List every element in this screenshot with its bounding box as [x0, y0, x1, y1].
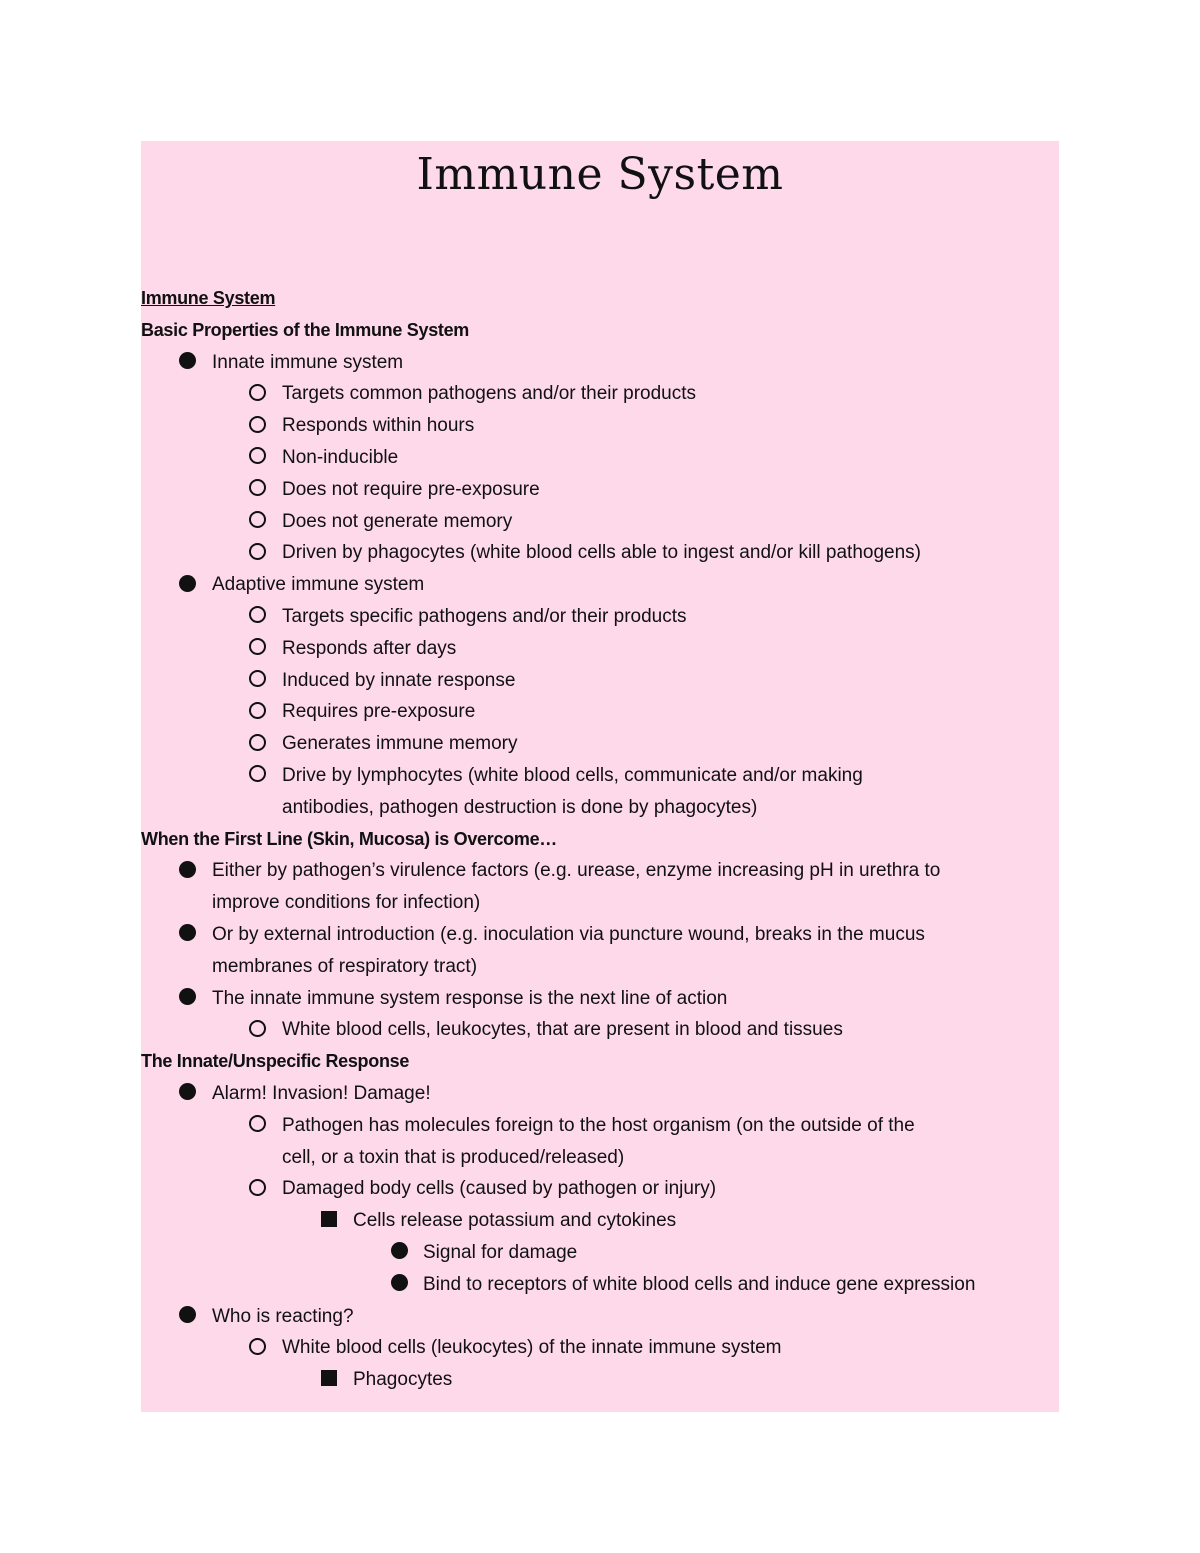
list-item-text: Drive by lymphocytes (white blood cells, communicate and/or making	[282, 764, 863, 786]
hollow-circle-bullet-icon	[249, 696, 266, 728]
list-item	[141, 1078, 1059, 1110]
list-item-continuation	[141, 792, 1059, 824]
list-item-text: White blood cells, leukocytes, that are present in blood and tissues	[282, 1019, 843, 1041]
hollow-circle-bullet-icon	[249, 633, 266, 665]
list-item-text: Non-inducible	[282, 446, 399, 468]
filled-square-bullet-icon	[321, 1364, 337, 1396]
list-item-text: White blood cells (leukocytes) of the innate immune system	[282, 1337, 782, 1359]
list-item-text: Generates immune memory	[282, 733, 518, 755]
list-item-text: Driven by phagocytes (white blood cells able to ingest and/or kill pathogens)	[282, 542, 921, 564]
filled-square-bullet-icon	[321, 1205, 337, 1237]
document-title: Immune System	[416, 149, 784, 200]
list-item-text: Signal for damage	[423, 1241, 578, 1263]
list-item	[141, 601, 1059, 633]
filled-circle-bullet-icon	[179, 919, 196, 951]
list-item-text: Who is reacting?	[212, 1305, 354, 1327]
list-item-text: Phagocytes	[353, 1369, 453, 1391]
list-item	[141, 728, 1059, 760]
list-item	[141, 1364, 1059, 1396]
list-item-text: cell, or a toxin that is produced/released)	[282, 1146, 625, 1168]
filled-circle-bullet-icon	[179, 347, 196, 379]
list-item-text: Innate immune system	[212, 351, 404, 373]
list-item	[141, 378, 1059, 410]
list-item	[141, 1237, 1059, 1269]
first-line-heading: When the First Line (Skin, Mucosa) is Overcome…	[141, 828, 557, 849]
list-item-text: membranes of respiratory tract)	[212, 955, 478, 977]
list-item	[141, 506, 1059, 538]
list-item	[141, 1173, 1059, 1205]
list-item	[141, 537, 1059, 569]
list-item	[141, 665, 1059, 697]
list-item	[141, 633, 1059, 665]
hollow-circle-bullet-icon	[249, 410, 266, 442]
list-item	[141, 1110, 1059, 1142]
list-item-text: Requires pre-exposure	[282, 701, 476, 723]
list-item	[141, 442, 1059, 474]
section-heading: Immune System	[141, 288, 276, 308]
hollow-circle-bullet-icon	[249, 601, 266, 633]
list-item	[141, 696, 1059, 728]
filled-circle-bullet-icon	[179, 855, 196, 887]
filled-circle-bullet-icon	[179, 1301, 196, 1333]
list-item-text: Alarm! Invasion! Damage!	[212, 1082, 431, 1104]
list-item	[141, 983, 1059, 1015]
filled-circle-bullet-icon	[391, 1237, 408, 1269]
list-item-text: The innate immune system response is the next line of action	[212, 987, 728, 1009]
hollow-circle-bullet-icon	[249, 1332, 266, 1364]
filled-circle-bullet-icon	[179, 983, 196, 1015]
list-item-text: Or by external introduction (e.g. inoculation via puncture wound, breaks in the mucus	[212, 923, 925, 945]
hollow-circle-bullet-icon	[249, 665, 266, 697]
list-item-text: Does not require pre-exposure	[282, 478, 540, 500]
list-item-text: Targets specific pathogens and/or their products	[282, 605, 687, 627]
list-item-continuation	[141, 887, 1059, 919]
hollow-circle-bullet-icon	[249, 728, 266, 760]
list-item	[141, 1014, 1059, 1046]
list-item	[141, 569, 1059, 601]
list-item-text: Targets common pathogens and/or their products	[282, 383, 697, 405]
hollow-circle-bullet-icon	[249, 474, 266, 506]
list-item	[141, 855, 1059, 887]
document-body	[141, 283, 1059, 1396]
hollow-circle-bullet-icon	[249, 1014, 266, 1046]
list-item	[141, 1301, 1059, 1333]
hollow-circle-bullet-icon	[249, 378, 266, 410]
list-item-text: Responds within hours	[282, 415, 475, 437]
list-item-text: Does not generate memory	[282, 510, 513, 532]
list-item-text: Cells release potassium and cytokines	[353, 1210, 677, 1232]
list-item	[141, 1269, 1059, 1301]
list-item-text: Pathogen has molecules foreign to the host organism (on the outside of the	[282, 1114, 915, 1136]
filled-circle-bullet-icon	[179, 1078, 196, 1110]
hollow-circle-bullet-icon	[249, 1110, 266, 1142]
list-item-text: Bind to receptors of white blood cells and induce gene expression	[423, 1273, 976, 1295]
list-item-continuation	[141, 1142, 1059, 1174]
list-item	[141, 410, 1059, 442]
list-item-text: Adaptive immune system	[212, 574, 425, 596]
list-item-text: antibodies, pathogen destruction is done by phagocytes)	[282, 796, 758, 818]
list-item	[141, 760, 1059, 792]
list-item-text: Induced by innate response	[282, 669, 516, 691]
list-item-text: improve conditions for infection)	[212, 892, 481, 914]
basic-properties-heading: Basic Properties of the Immune System	[141, 319, 470, 340]
list-item	[141, 474, 1059, 506]
hollow-circle-bullet-icon	[249, 442, 266, 474]
list-item	[141, 1332, 1059, 1364]
innate-response-heading: The Innate/Unspecific Response	[141, 1051, 410, 1072]
filled-circle-bullet-icon	[179, 569, 196, 601]
list-item	[141, 1205, 1059, 1237]
list-item-text: Damaged body cells (caused by pathogen or injury)	[282, 1178, 717, 1200]
hollow-circle-bullet-icon	[249, 760, 266, 792]
list-item-continuation	[141, 951, 1059, 983]
list-item-text: Responds after days	[282, 637, 457, 659]
list-item	[141, 919, 1059, 951]
list-item	[141, 347, 1059, 379]
hollow-circle-bullet-icon	[249, 1173, 266, 1205]
hollow-circle-bullet-icon	[249, 537, 266, 569]
list-item-text: Either by pathogen’s virulence factors (e.g. urease, enzyme increasing pH in urethra to	[212, 860, 941, 882]
filled-circle-bullet-icon	[391, 1269, 408, 1301]
hollow-circle-bullet-icon	[249, 506, 266, 538]
